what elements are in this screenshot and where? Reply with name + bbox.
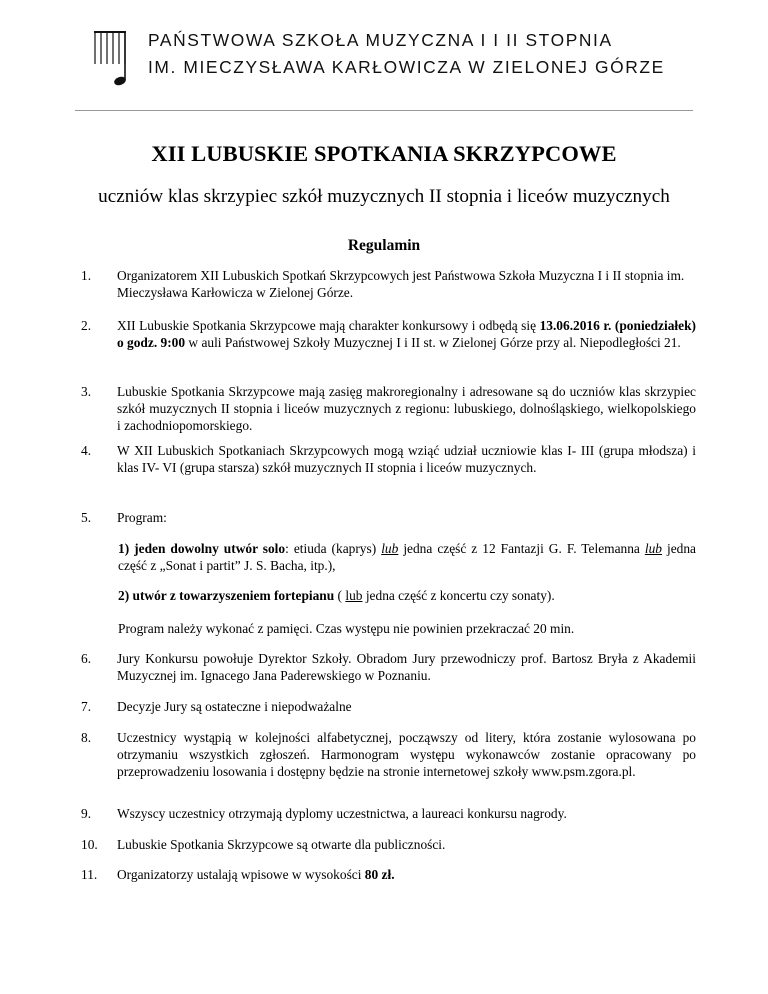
program-lub: lub	[345, 588, 363, 603]
rule-number: 2.	[81, 318, 92, 333]
rule-item	[81, 729, 696, 780]
document-title: XII LUBUSKIE SPOTKANIA SKRZYPCOWE	[151, 141, 617, 166]
rule-text: Wszyscy uczestnicy otrzymają dyplomy uczestnictwa, a laureaci konkursu nagrody.	[117, 806, 567, 821]
program-bold: jeden dowolny utwór solo	[134, 541, 286, 556]
rule-text	[117, 317, 696, 351]
school-name-line2: IM. MIECZYSŁAWA KARŁOWICZA W ZIELONEJ GÓRZE	[148, 57, 665, 77]
rule-number: 9.	[81, 806, 92, 821]
rule-number: 11.	[81, 867, 98, 882]
rule-item	[81, 698, 696, 715]
program-text: jedna część z koncertu czy sonaty).	[362, 588, 555, 603]
program-text: jedna część z „Sonat i partit” J. S. Bacha, itp.),	[118, 541, 696, 573]
rule-item	[81, 836, 696, 853]
rule-text-part: XII Lubuskie Spotkania Skrzypcowe mają charakter konkursowy i odbędą się	[117, 318, 540, 333]
program-item	[118, 587, 696, 604]
rule-text-part: w auli Państwowej Szkoły Muzycznej I i II st. w Zielonej Górze przy al. Niepodległości 21.	[185, 335, 681, 350]
rule-item	[81, 866, 696, 883]
rule-item	[81, 442, 696, 476]
program-bold: utwór z towarzyszeniem fortepianu	[132, 588, 335, 603]
rule-number: 6.	[81, 651, 92, 666]
program-text: (	[334, 588, 346, 603]
rule-number: 5.	[81, 510, 92, 525]
program-item	[118, 540, 696, 574]
rule-number: 8.	[81, 730, 92, 745]
fee-amount: 80 zł.	[364, 867, 395, 882]
rule-number: 4.	[81, 443, 92, 458]
rule-item	[81, 805, 696, 822]
rule-text-part: Organizatorzy ustalają wpisowe w wysokości	[117, 867, 365, 882]
rule-number: 1.	[81, 268, 92, 283]
rule-text	[117, 866, 696, 883]
rule-number: 7.	[81, 699, 92, 714]
program-lub: lub	[381, 541, 399, 556]
rule-text: Program:	[117, 510, 167, 525]
document-subtitle: uczniów klas skrzypiec szkół muzycznych II stopnia i liceów muzycznych	[98, 186, 670, 207]
header-divider	[75, 110, 693, 111]
rule-number: 3.	[81, 384, 92, 399]
program-text: jedna część z 12 Fantazji G. F. Telemanna	[398, 541, 645, 556]
rule-item	[81, 267, 696, 301]
rule-item	[81, 383, 696, 434]
rule-text: Decyzje Jury są ostateczne i niepodważalne	[117, 699, 352, 714]
rule-text: W XII Lubuskich Spotkaniach Skrzypcowych mogą wziąć udział uczniowie klas I- III (grupa młodsza) i klas IV- VI (grupa starsza) szkół muzycznych II stopnia i liceów muzycznych.	[117, 443, 696, 475]
rule-item	[81, 650, 696, 684]
rule-text: Lubuskie Spotkania Skrzypcowe mają zasięg makroregionalny i adresowane są do uczniów klas skrzypiec szkół muzycznych II stopnia i liceów muzycznych z regionu: lubuskiego, dolnośląskiego, wielkopolskiego i zachodniopomorskiego.	[117, 384, 696, 433]
rule-item	[81, 317, 696, 351]
rule-text: Jury Konkursu powołuje Dyrektor Szkoły. Obradom Jury przewodniczy prof. Bartosz Bryła z Akademii Muzycznej im. Ignacego Jana Paderewskiego w Poznaniu.	[117, 651, 696, 683]
program-number: 2)	[118, 588, 130, 603]
rule-text: Lubuskie Spotkania Skrzypcowe są otwarte dla publiczności.	[117, 837, 446, 852]
school-name-line1: PAŃSTWOWA SZKOŁA MUZYCZNA I I II STOPNIA	[148, 30, 613, 50]
program-number: 1)	[118, 541, 130, 556]
program-note: Program należy wykonać z pamięci. Czas występu nie powinien przekraczać 20 min.	[118, 621, 575, 636]
rule-text: Organizatorem XII Lubuskich Spotkań Skrzypcowych jest Państwowa Szkoła Muzyczna I i II stopnia im. Mieczysława Karłowicza w Zielonej Górze.	[117, 268, 685, 300]
rule-item	[81, 509, 696, 526]
program-lub: lub	[644, 541, 662, 556]
program-text: : etiuda (kaprys)	[285, 541, 382, 556]
regulamin-heading: Regulamin	[347, 237, 421, 254]
rule-text: Uczestnicy wystąpią w kolejności alfabetycznej, począwszy od litery, która zostanie wylosowana po otrzymaniu wszystkich zgłoszeń. Harmonogram występu wykonawców zostanie opracowany po przeprowadzeniu losowania i dostępny będzie na stronie internetowej szkoły www.psm.zgora.pl.	[117, 730, 696, 779]
rule-number: 10.	[81, 837, 98, 852]
music-note-staff-icon	[92, 30, 132, 90]
rule-date-bold: 13.06.2016 r. (poniedziałek) o godz. 9:00	[117, 318, 696, 350]
